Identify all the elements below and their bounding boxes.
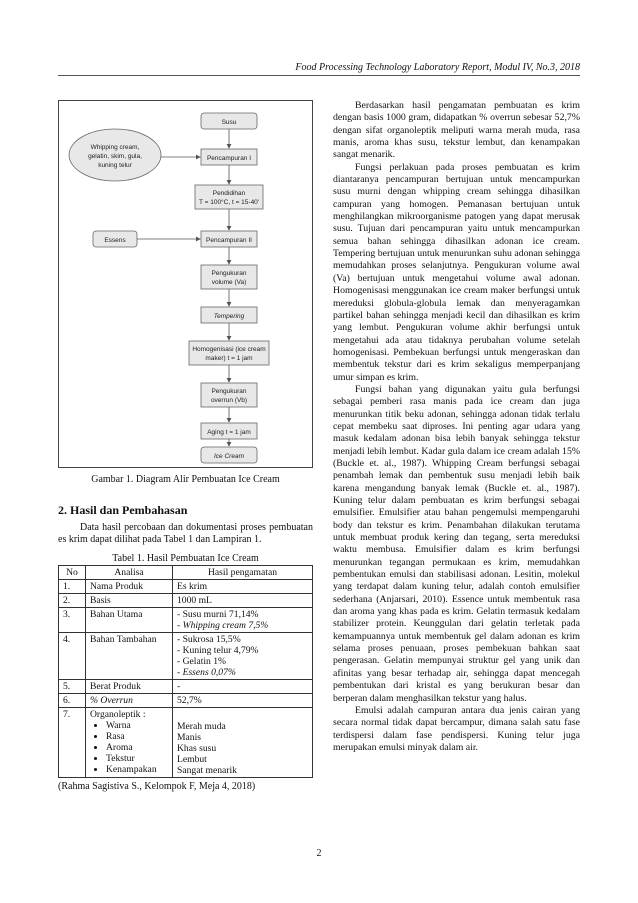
list-item: • Aroma — [106, 742, 168, 753]
hasil-line: Sangat menarik — [177, 764, 237, 776]
hasil-line: - Kuning telur 4,79% — [177, 644, 259, 656]
cell-no: 3. — [59, 607, 86, 632]
label-ingredients-1: Whipping cream, — [90, 144, 140, 151]
label-ingredients-3: kuning telur — [98, 162, 132, 169]
hasil-line: Khas susu — [177, 742, 217, 754]
page-number: 2 — [316, 848, 322, 859]
table-row — [59, 693, 313, 707]
list-item: • Warna — [106, 720, 168, 731]
cell-analisa: % Overrun — [86, 693, 173, 707]
table-row — [59, 579, 313, 593]
table-row — [59, 593, 313, 607]
label-homogenisasi-1: Homogenisasi (ice cream — [192, 346, 266, 353]
section-intro: Data hasil percobaan dan dokumentasi proses pembuatan es krim dapat dilihat pada Tabel 1 dan Lampiran 1. — [58, 522, 313, 546]
label-susu: Susu — [221, 119, 237, 126]
paragraph-emulsion: Emulsi adalah campuran antara dua jenis cairan yang secara normal tidak dapat bercampur, dimana salah satu fase terdispersi dalam fase pendispersi. Kuning telur juga merupakan emulsi minyak dalam air. — [333, 704, 580, 753]
label-pengukuran-vb-1: Pengukuran — [211, 388, 247, 395]
label-tempering: Tempering — [213, 313, 245, 320]
hasil-line: - Susu murni 71,14% — [177, 608, 259, 620]
cell-analisa: Bahan Utama — [86, 607, 173, 632]
table-source: (Rahma Sagistiva S., Kelompok F, Meja 4, 2018) — [58, 780, 256, 792]
paragraph-process-functions: Fungsi perlakuan pada proses pembuatan es krim diantaranya pencampuran bertujuan untuk mencampurkan susu murni dengan whipping cream sehingga dihasilkan campuran yang homogen. Pemanasan bertujuan untuk menghilangkan mikroorganisme patogen yang dapat merusak susu. Tujuan dari pencampuran yaitu untuk mencampurkan semua bahan sehingga dihasilkan adonan ice cream. Tempering bertujuan untuk menurunkan suhu adonan sehingga memudahkan proses selanjutnya. Pengukuran volume awal (Va) bertujuan untuk mengetahui volume awal adonan. Homogenisasi menggunakan ice cream maker berfungsi untuk mereduksi globula-globula lemak dan menyeragamkan partikel bahan sehingga menjadi kecil dan dihasilkan es krim yang lembut. Pengukuran volume akhir berfungsi untuk mengetahui ada atau tidaknya perubahan volume setelah homogenisasi. Pembekuan berfungsi untuk mengeraskan dan membentuk tekstur dari es krim sekaligus memperpanjang umur simpan es krim. — [333, 161, 580, 383]
label-ingredients-2: gelatin, skim, gula, — [88, 153, 142, 160]
figure-caption: Gambar 1. Diagram Alir Pembuatan Ice Cream — [91, 474, 280, 485]
left-column — [58, 100, 313, 792]
table-row — [59, 607, 313, 632]
label-pencampuran1: Pencampuran I — [206, 155, 252, 162]
label-essens: Essens — [104, 237, 126, 244]
paragraph-ingredient-functions: Fungsi bahan yang digunakan yaitu gula berfungsi sebagai pemberi rasa manis pada ice cream dan juga menurunkan titik beku adonan, sehingga adonan tidak terlalu cepat membeku saat diproses. Ini penting agar udara yang masuk kedalam adonan bisa lebih banyak sehingga tekstur menjadi lebih lembut. Kadar gula dalam ice cream adalah 15% (Buckle et. al., 1987). Whipping Cream berfungsi sebagai penambah lemak dan pembentuk susu menjadi lebih baik karena mengandung banyak lemak (Buckle et. al., 1987). Kuning telur dalam pembuatan es krim berfungsi sebagai emulsifier. Emulsifier atau bahan pengemulsi mempengaruhi body dan tekstur es krim. Penambahan dilakukan terutama untuk membuat produk kering dan tegang, serta mereduksi waktu membusa. Emulsifier dalam es krim berfungsi menurunkan tegangan permukaan es krim, memudahkan pembentukan emulsi dan stabilisasi adonan. Lesitin, molekul yang terdapat dalam kuning telur, adalah contoh emulsifier sederhana (Anjarsari, 2010). Essence untuk membentuk rasa dan aroma yang khas pada es krim. Gelatin termasuk kedalam stabilizer protein. Keunggulan dari gelatin terletak pada kemampuannya untuk membentuk gel dalam adonan es krim selama proses penuaan, proses pembekuan bahkan saat pengerasan. Gelatin mempunyai struktur gel yang unik dan afinitas yang besar terhadap air, sehingga dapat mencegah pembentukan dari kristal es yang berukuran besar dan berperan dalam menghasilkan tekstur yang halus. — [333, 383, 580, 704]
hasil-line: - Whipping cream 7,5% — [177, 619, 269, 631]
hasil-line: Lembut — [177, 753, 207, 765]
cell-no: 6. — [59, 693, 86, 707]
cell-hasil: - — [173, 679, 313, 693]
label-pendidihan-2: T = 100°C, t = 15-40' — [198, 199, 260, 206]
cell-hasil: 1000 mL — [173, 593, 313, 607]
right-column — [333, 100, 580, 754]
section-title: 2. Hasil dan Pembahasan — [58, 503, 188, 517]
hasil-line: - Sukrosa 15,5% — [177, 633, 241, 645]
cell-analisa: Nama Produk — [86, 579, 173, 593]
hasil-line: Manis — [177, 731, 201, 743]
col-hasil: Hasil pengamatan — [173, 565, 313, 579]
cell-no: 4. — [59, 632, 86, 679]
label-aging: Aging t = 1 jam — [207, 429, 251, 436]
organoleptik-label: Organoleptik : — [90, 708, 146, 720]
results-table — [58, 565, 313, 778]
table-row — [59, 707, 313, 777]
header-rule — [58, 75, 580, 76]
cell-analisa: Berat Produk — [86, 679, 173, 693]
flow-diagram-svg — [59, 101, 312, 467]
hasil-line: - Essens 0,07% — [177, 666, 236, 678]
flow-diagram — [58, 100, 313, 468]
label-pengukuran-va-1: Pengukuran — [211, 270, 247, 277]
hasil-line: Merah muda — [177, 720, 226, 732]
cell-no: 7. — [59, 707, 86, 777]
cell-no: 1. — [59, 579, 86, 593]
label-homogenisasi-2: maker) t = 1 jam — [205, 355, 253, 362]
table-header-row — [59, 565, 313, 579]
cell-hasil — [173, 707, 313, 777]
list-item: • Tekstur — [106, 753, 168, 764]
label-pengukuran-va-2: volume (Va) — [211, 279, 247, 286]
cell-analisa — [86, 707, 173, 777]
label-pencampuran2: Pencampuran II — [206, 237, 252, 244]
cell-analisa: Bahan Tambahan — [86, 632, 173, 679]
label-pendidihan-1: Pendidihan — [212, 190, 246, 197]
table-row — [59, 679, 313, 693]
cell-hasil — [173, 607, 313, 632]
paragraph-results: Berdasarkan hasil pengamatan pembuatan es krim dengan basis 1000 gram, didapatkan % overrun sebesar 52,7% dengan sifat organoleptik meliputi warna merah muda, rasa manis, aroma khas susu, tekstur lembut, dan kenampakan sangat menarik. — [333, 100, 580, 161]
organoleptik-list — [90, 720, 168, 775]
cell-no: 2. — [59, 593, 86, 607]
col-analisa: Analisa — [86, 565, 173, 579]
cell-hasil: 52,7% — [173, 693, 313, 707]
table-row — [59, 632, 313, 679]
hasil-line: - Gelatin 1% — [177, 655, 227, 667]
running-header: Food Processing Technology Laboratory Report, Modul IV, No.3, 2018 — [295, 62, 580, 73]
cell-hasil — [173, 632, 313, 679]
list-item: • Rasa — [106, 731, 168, 742]
table-caption: Tabel 1. Hasil Pembuatan Ice Cream — [112, 552, 259, 564]
cell-hasil: Es krim — [173, 579, 313, 593]
cell-analisa: Basis — [86, 593, 173, 607]
label-icecream: Ice Cream — [214, 453, 244, 460]
list-item: • Kenampakan — [106, 764, 168, 775]
label-pengukuran-vb-2: overrun (Vb) — [210, 397, 248, 404]
cell-no: 5. — [59, 679, 86, 693]
col-no: No — [59, 565, 86, 579]
